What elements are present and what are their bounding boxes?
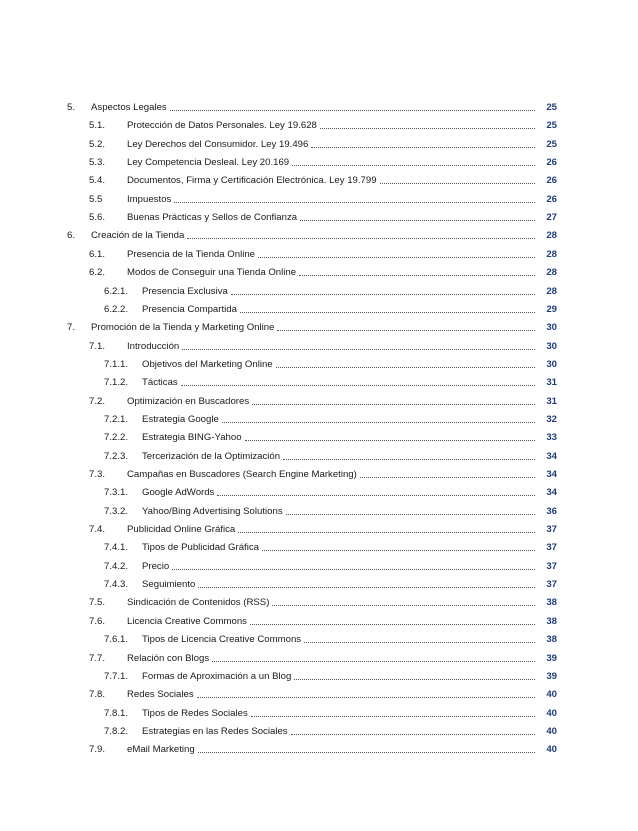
dot-leader (187, 237, 535, 239)
toc-entry-page-number[interactable]: 37 (546, 542, 557, 554)
toc-entry-number: 7.3. (89, 469, 106, 480)
toc-entry-title[interactable]: Formas de Aproximación a un Blog (142, 670, 292, 682)
toc-entry-title[interactable]: Estrategia Google (142, 413, 219, 425)
toc-entry-title[interactable]: Redes Sociales (127, 689, 194, 701)
toc-entry-number: 7.3.1. (104, 487, 129, 499)
dot-leader (283, 458, 535, 460)
toc-entry[interactable] (104, 302, 557, 316)
toc-entry[interactable] (104, 577, 557, 591)
dot-leader (360, 476, 535, 478)
dot-leader (251, 715, 535, 717)
toc-entry-number: 6.2.1. (104, 285, 129, 297)
dot-leader (311, 146, 535, 148)
toc-entry-number: 7.2.3. (104, 450, 129, 462)
toc-entry[interactable] (89, 247, 557, 261)
toc-entry[interactable] (89, 687, 557, 701)
toc-entry-page-number[interactable]: 38 (546, 597, 557, 609)
toc-entry[interactable] (67, 100, 557, 114)
toc-entry[interactable] (104, 430, 557, 444)
toc-entry-number: 6.2.2. (104, 303, 129, 315)
toc-entry-title[interactable]: Optimización en Buscadores (127, 395, 250, 407)
dot-leader (170, 109, 535, 111)
dot-leader (276, 366, 535, 368)
dot-leader (291, 733, 535, 735)
toc-entry-title[interactable]: Publicidad Online Gráfica (127, 524, 236, 536)
dot-leader (258, 256, 535, 258)
toc-entry[interactable] (104, 284, 557, 298)
dot-leader (240, 311, 535, 313)
toc-entry[interactable] (89, 742, 557, 756)
toc-entry[interactable] (104, 375, 557, 389)
toc-entry-title[interactable]: Documentos, Firma y Certificación Electrónica. Ley 19.799 (127, 175, 377, 187)
toc-entry-title[interactable]: Protección de Datos Personales. Ley 19.628 (127, 120, 317, 132)
toc-entry-page-number[interactable]: 25 (546, 102, 557, 113)
dot-leader (300, 219, 535, 221)
toc-entry-page-number[interactable]: 30 (546, 340, 557, 352)
toc-entry[interactable] (104, 632, 557, 646)
toc-entry-title[interactable]: Objetivos del Marketing Online (142, 358, 273, 370)
dot-leader (299, 274, 535, 276)
toc-entry[interactable] (104, 449, 557, 463)
dot-leader (292, 164, 535, 166)
toc-entry-number: 6.2. (89, 267, 106, 279)
toc-entry-page-number[interactable]: 40 (546, 707, 557, 719)
toc-entry-page-number[interactable]: 33 (546, 432, 557, 444)
dot-leader (174, 201, 535, 203)
toc-entry[interactable] (89, 173, 557, 187)
toc-entry-title[interactable]: Tipos de Licencia Creative Commons (142, 634, 302, 646)
toc-entry-page-number[interactable]: 34 (546, 487, 557, 499)
toc-entry[interactable] (104, 412, 557, 426)
toc-entry-number: 7.3.2. (104, 505, 129, 517)
toc-entry-number: 6. (67, 230, 76, 242)
dot-leader (198, 586, 535, 588)
toc-entry-number: 7.1. (89, 340, 106, 352)
toc-entry-title[interactable]: Tercerización de la Optimización (142, 450, 281, 462)
toc-entry-number: 7.5. (89, 597, 106, 609)
toc-entry-title[interactable]: Seguimiento (142, 579, 196, 591)
toc-entry-page-number[interactable]: 28 (546, 267, 557, 279)
toc-entry-page-number[interactable]: 25 (546, 120, 557, 132)
toc-entry-title[interactable]: Yahoo/Bing Advertising Solutions (142, 505, 283, 517)
toc-entry-title[interactable]: Buenas Prácticas y Sellos de Confianza (127, 212, 298, 224)
toc-entry[interactable] (89, 522, 557, 536)
dot-leader (181, 384, 535, 386)
toc-entry-page-number[interactable]: 38 (546, 615, 557, 627)
toc-entry-number: 7.8.2. (104, 725, 129, 737)
toc-entry-title[interactable]: Presencia Compartida (142, 303, 237, 315)
toc-entry-number: 7.4.2. (104, 560, 129, 572)
toc-entry-title[interactable]: Introducción (127, 340, 180, 352)
dot-leader (238, 531, 535, 533)
dot-leader (272, 604, 535, 606)
toc-entry[interactable] (104, 540, 557, 554)
toc-entry-page-number[interactable]: 39 (546, 652, 557, 664)
toc-entry-title[interactable]: Estrategias en las Redes Sociales (142, 725, 288, 737)
toc-entry[interactable] (89, 137, 557, 151)
dot-leader (222, 421, 535, 423)
dot-leader (380, 182, 535, 184)
toc-entry-title[interactable]: Ley Derechos del Consumidor. Ley 19.496 (127, 138, 309, 150)
toc-entry[interactable] (89, 192, 557, 206)
toc-entry-number: 7.7. (89, 652, 106, 664)
toc-entry[interactable] (89, 467, 557, 481)
toc-entry[interactable] (67, 228, 557, 242)
dot-leader (231, 293, 535, 295)
toc-entry-title[interactable]: Presencia Exclusiva (142, 285, 228, 297)
toc-entry-number: 5.3. (89, 157, 106, 169)
dot-leader (277, 329, 535, 331)
toc-entry-number: 7.2. (89, 395, 106, 407)
toc-entry-number: 7.8.1. (104, 707, 129, 719)
toc-entry-title[interactable]: Google AdWords (142, 487, 215, 499)
toc-entry-page-number[interactable]: 26 (546, 175, 557, 187)
toc-entry-number: 7. (67, 322, 76, 334)
toc-entry-number: 5.1. (89, 120, 106, 132)
toc-entry-title[interactable]: Relación con Blogs (127, 652, 210, 664)
toc-entry[interactable] (89, 595, 557, 609)
toc-entry-number: 7.1.2. (104, 377, 129, 389)
dot-leader (217, 494, 535, 496)
toc-entry-title[interactable]: Tácticas (142, 377, 178, 389)
toc-entry-page-number[interactable]: 37 (546, 524, 557, 536)
toc-entry-number: 7.4.1. (104, 542, 129, 554)
toc-entry-title[interactable]: Tipos de Redes Sociales (142, 707, 248, 719)
toc-entry[interactable] (104, 559, 557, 573)
toc-entry-page-number[interactable]: 30 (546, 322, 557, 334)
toc-entry[interactable] (104, 357, 557, 371)
toc-entry-number: 5.2. (89, 138, 106, 150)
dot-leader (262, 549, 535, 551)
toc-entry-title[interactable]: Campañas en Buscadores (Search Engine Marketing) (127, 469, 357, 480)
toc-entry-title[interactable]: Aspectos Legales (91, 102, 167, 113)
toc-entry[interactable] (104, 504, 557, 518)
toc-entry-number: 7.8. (89, 689, 106, 701)
toc-entry-number: 7.6.1. (104, 634, 129, 646)
toc-entry-page-number[interactable]: 38 (546, 634, 557, 646)
toc-entry-title[interactable]: Creación de la Tienda (91, 230, 185, 242)
toc-entry-number: 7.1.1. (104, 358, 129, 370)
toc-entry[interactable] (89, 155, 557, 169)
toc-entry-page-number[interactable]: 28 (546, 285, 557, 297)
toc-entry[interactable] (89, 651, 557, 665)
toc-entry-page-number[interactable]: 40 (546, 689, 557, 701)
dot-leader (294, 678, 535, 680)
toc-entry[interactable] (89, 210, 557, 224)
toc-entry-page-number[interactable]: 40 (546, 744, 557, 756)
dot-leader (182, 348, 535, 350)
dot-leader (198, 751, 535, 753)
toc-entry-number: 5.5 (89, 193, 103, 205)
dot-leader (320, 127, 535, 129)
toc-entry[interactable] (89, 614, 557, 628)
toc-entry-title[interactable]: eMail Marketing (127, 744, 195, 756)
toc-entry-number: 5.6. (89, 212, 106, 224)
dot-leader (250, 623, 535, 625)
toc-entry-page-number[interactable]: 25 (546, 138, 557, 150)
toc-entry[interactable] (89, 265, 557, 279)
toc-entry[interactable] (89, 118, 557, 132)
toc-entry-page-number[interactable]: 34 (546, 469, 557, 480)
toc-entry-page-number[interactable]: 39 (546, 670, 557, 682)
toc-entry-number: 7.2.2. (104, 432, 129, 444)
toc-entry-number: 7.6. (89, 615, 106, 627)
toc-entry[interactable] (89, 339, 557, 353)
toc-entry[interactable] (104, 485, 557, 499)
toc-entry-page-number[interactable]: 31 (546, 395, 557, 407)
toc-entry-title[interactable]: Modos de Conseguir una Tienda Online (127, 267, 297, 279)
toc-entry-number: 7.4.3. (104, 579, 129, 591)
toc-entry-number: 7.7.1. (104, 670, 129, 682)
toc-entry-page-number[interactable]: 40 (546, 725, 557, 737)
dot-leader (245, 439, 535, 441)
toc-entry-page-number[interactable]: 28 (546, 230, 557, 242)
toc-entry-page-number[interactable]: 28 (546, 248, 557, 260)
toc-entry-title[interactable]: Precio (142, 560, 170, 572)
toc-entry-page-number[interactable]: 34 (546, 450, 557, 462)
toc-entry-page-number[interactable]: 36 (546, 505, 557, 517)
toc-entry-page-number[interactable]: 26 (546, 157, 557, 169)
toc-entry-title[interactable]: Tipos de Publicidad Gráfica (142, 542, 259, 554)
dot-leader (197, 696, 535, 698)
dot-leader (252, 403, 535, 405)
toc-entry-title[interactable]: Sindicación de Contenidos (RSS) (127, 597, 270, 609)
toc-entry-number: 6.1. (89, 248, 106, 260)
toc-entry-title[interactable]: Impuestos (127, 193, 172, 205)
toc-entry-page-number[interactable]: 27 (546, 212, 557, 224)
toc-entry-number: 7.4. (89, 524, 106, 536)
dot-leader (212, 660, 535, 662)
toc-entry-page-number[interactable]: 31 (546, 377, 557, 389)
toc-entry-number: 7.9. (89, 744, 106, 756)
toc-entry[interactable] (67, 320, 557, 334)
dot-leader (286, 513, 535, 515)
dot-leader (304, 641, 535, 643)
toc-entry-page-number[interactable]: 29 (546, 303, 557, 315)
toc-entry-title[interactable]: Presencia de la Tienda Online (127, 248, 255, 260)
toc-entry-title[interactable]: Ley Competencia Desleal. Ley 20.169 (127, 157, 290, 169)
toc-entry-page-number[interactable]: 32 (546, 413, 557, 425)
dot-leader (172, 568, 535, 570)
toc-entry-title[interactable]: Licencia Creative Commons (127, 615, 247, 627)
toc-entry-page-number[interactable]: 30 (546, 358, 557, 370)
toc-entry-title[interactable]: Estrategia BING-Yahoo (142, 432, 242, 444)
toc-entry-page-number[interactable]: 37 (546, 579, 557, 591)
toc-entry-page-number[interactable]: 26 (546, 193, 557, 205)
toc-entry[interactable] (89, 394, 557, 408)
toc-entry-number: 7.2.1. (104, 413, 129, 425)
toc-entry-page-number[interactable]: 37 (546, 560, 557, 572)
toc-entry-number: 5.4. (89, 175, 106, 187)
toc-entry[interactable] (104, 669, 557, 683)
toc-entry[interactable] (104, 706, 557, 720)
toc-entry-title[interactable]: Promoción de la Tienda y Marketing Online (91, 322, 275, 334)
toc-entry[interactable] (104, 724, 557, 738)
toc-entry-number: 5. (67, 102, 76, 113)
